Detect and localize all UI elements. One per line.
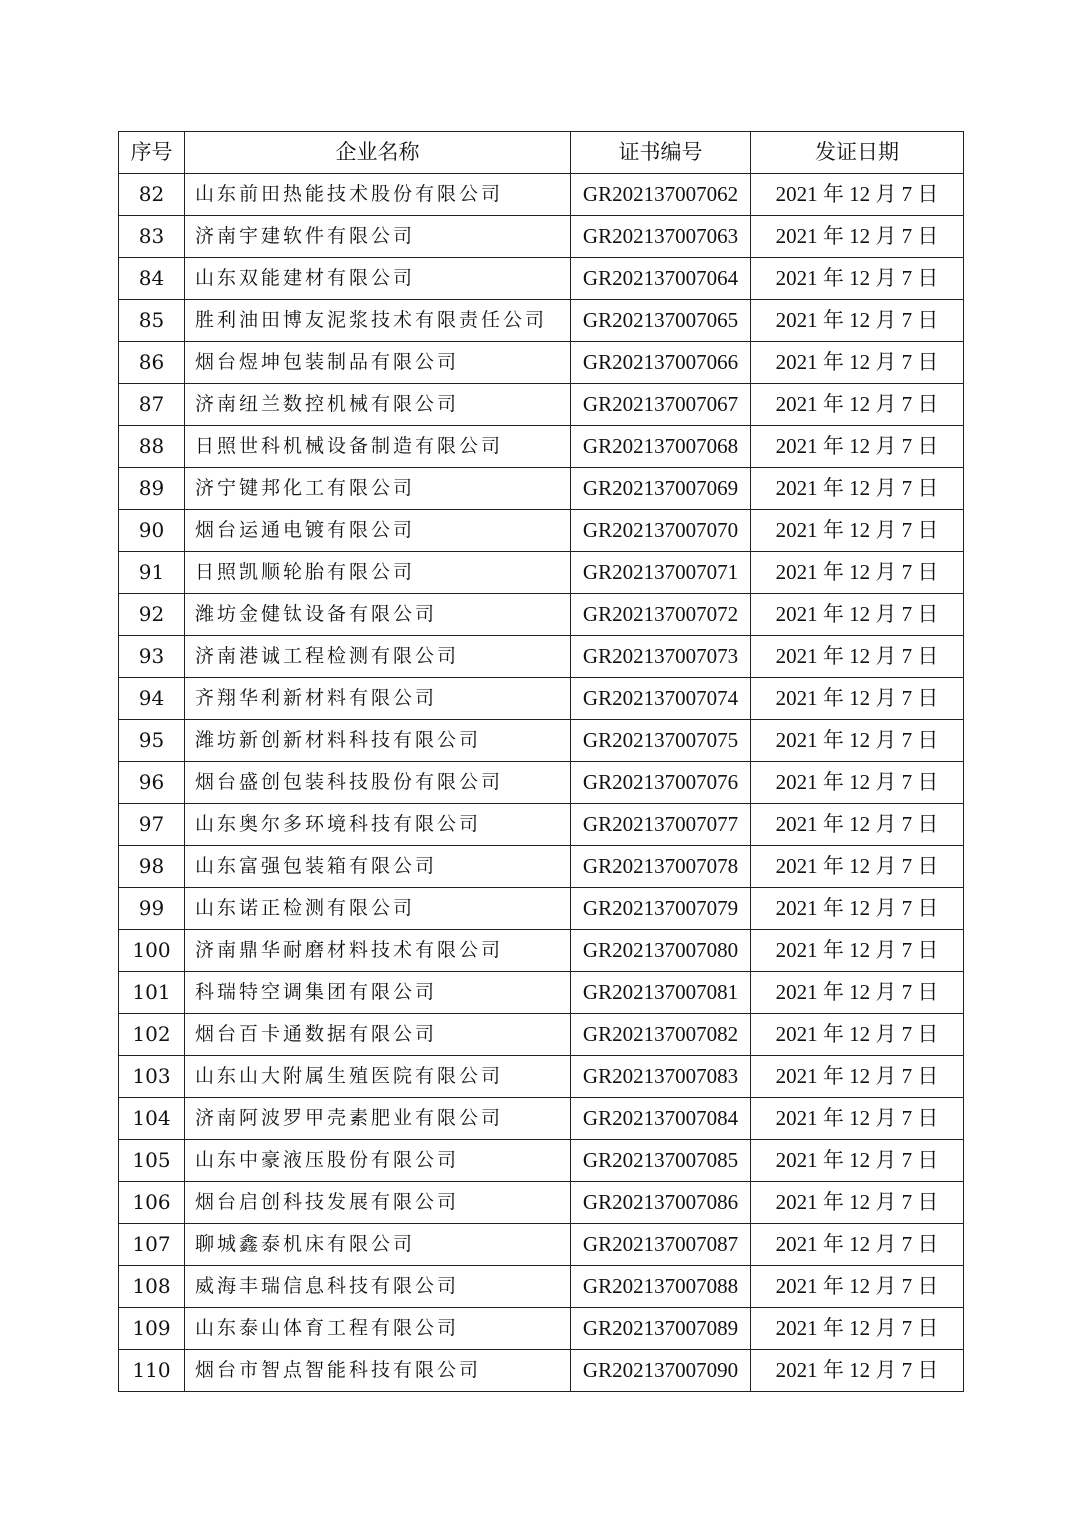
certificate-table bbox=[118, 131, 964, 1392]
row-index: 101 bbox=[119, 972, 185, 1014]
row-issue-date: 2021 年 12 月 7 日 bbox=[751, 972, 964, 1014]
table-row bbox=[119, 1182, 964, 1224]
table-row bbox=[119, 384, 964, 426]
row-issue-date: 2021 年 12 月 7 日 bbox=[751, 1266, 964, 1308]
header-index: 序号 bbox=[119, 132, 185, 174]
row-certificate-number: GR202137007086 bbox=[571, 1182, 751, 1224]
row-index: 103 bbox=[119, 1056, 185, 1098]
row-issue-date: 2021 年 12 月 7 日 bbox=[751, 804, 964, 846]
row-issue-date: 2021 年 12 月 7 日 bbox=[751, 678, 964, 720]
row-company-name: 烟台盛创包装科技股份有限公司 bbox=[185, 762, 571, 804]
row-issue-date: 2021 年 12 月 7 日 bbox=[751, 426, 964, 468]
row-company-name: 烟台市智点智能科技有限公司 bbox=[185, 1350, 571, 1392]
row-company-name: 山东富强包装箱有限公司 bbox=[185, 846, 571, 888]
row-index: 89 bbox=[119, 468, 185, 510]
table-row bbox=[119, 1224, 964, 1266]
row-company-name: 济南宇建软件有限公司 bbox=[185, 216, 571, 258]
row-index: 86 bbox=[119, 342, 185, 384]
row-certificate-number: GR202137007064 bbox=[571, 258, 751, 300]
table-body bbox=[119, 174, 964, 1392]
row-index: 93 bbox=[119, 636, 185, 678]
row-issue-date: 2021 年 12 月 7 日 bbox=[751, 1308, 964, 1350]
row-index: 106 bbox=[119, 1182, 185, 1224]
row-company-name: 齐翔华利新材料有限公司 bbox=[185, 678, 571, 720]
row-index: 107 bbox=[119, 1224, 185, 1266]
row-issue-date: 2021 年 12 月 7 日 bbox=[751, 762, 964, 804]
row-index: 108 bbox=[119, 1266, 185, 1308]
row-certificate-number: GR202137007080 bbox=[571, 930, 751, 972]
row-issue-date: 2021 年 12 月 7 日 bbox=[751, 258, 964, 300]
table-row bbox=[119, 846, 964, 888]
row-company-name: 烟台启创科技发展有限公司 bbox=[185, 1182, 571, 1224]
row-company-name: 聊城鑫泰机床有限公司 bbox=[185, 1224, 571, 1266]
row-index: 102 bbox=[119, 1014, 185, 1056]
table-row bbox=[119, 720, 964, 762]
row-issue-date: 2021 年 12 月 7 日 bbox=[751, 1224, 964, 1266]
table-row bbox=[119, 258, 964, 300]
row-certificate-number: GR202137007066 bbox=[571, 342, 751, 384]
row-index: 96 bbox=[119, 762, 185, 804]
row-index: 99 bbox=[119, 888, 185, 930]
table-row bbox=[119, 888, 964, 930]
row-index: 104 bbox=[119, 1098, 185, 1140]
row-company-name: 山东前田热能技术股份有限公司 bbox=[185, 174, 571, 216]
row-index: 110 bbox=[119, 1350, 185, 1392]
row-certificate-number: GR202137007075 bbox=[571, 720, 751, 762]
row-company-name: 济宁键邦化工有限公司 bbox=[185, 468, 571, 510]
row-issue-date: 2021 年 12 月 7 日 bbox=[751, 1098, 964, 1140]
row-certificate-number: GR202137007065 bbox=[571, 300, 751, 342]
table-row bbox=[119, 972, 964, 1014]
row-certificate-number: GR202137007090 bbox=[571, 1350, 751, 1392]
table-row bbox=[119, 1014, 964, 1056]
row-company-name: 潍坊金健钛设备有限公司 bbox=[185, 594, 571, 636]
table-row bbox=[119, 762, 964, 804]
table-row bbox=[119, 678, 964, 720]
table-header bbox=[119, 132, 964, 174]
table-row bbox=[119, 468, 964, 510]
row-index: 109 bbox=[119, 1308, 185, 1350]
row-certificate-number: GR202137007070 bbox=[571, 510, 751, 552]
table-row bbox=[119, 804, 964, 846]
row-issue-date: 2021 年 12 月 7 日 bbox=[751, 846, 964, 888]
row-certificate-number: GR202137007082 bbox=[571, 1014, 751, 1056]
row-certificate-number: GR202137007062 bbox=[571, 174, 751, 216]
row-issue-date: 2021 年 12 月 7 日 bbox=[751, 468, 964, 510]
row-index: 100 bbox=[119, 930, 185, 972]
row-certificate-number: GR202137007087 bbox=[571, 1224, 751, 1266]
row-certificate-number: GR202137007071 bbox=[571, 552, 751, 594]
row-company-name: 济南纽兰数控机械有限公司 bbox=[185, 384, 571, 426]
row-company-name: 烟台煜坤包装制品有限公司 bbox=[185, 342, 571, 384]
table-row bbox=[119, 636, 964, 678]
table-row bbox=[119, 174, 964, 216]
header-company: 企业名称 bbox=[185, 132, 571, 174]
table-row bbox=[119, 300, 964, 342]
row-company-name: 潍坊新创新材料科技有限公司 bbox=[185, 720, 571, 762]
row-certificate-number: GR202137007072 bbox=[571, 594, 751, 636]
row-certificate-number: GR202137007063 bbox=[571, 216, 751, 258]
table-row bbox=[119, 342, 964, 384]
row-issue-date: 2021 年 12 月 7 日 bbox=[751, 1350, 964, 1392]
row-certificate-number: GR202137007083 bbox=[571, 1056, 751, 1098]
row-company-name: 济南港诚工程检测有限公司 bbox=[185, 636, 571, 678]
row-certificate-number: GR202137007078 bbox=[571, 846, 751, 888]
row-company-name: 威海丰瑞信息科技有限公司 bbox=[185, 1266, 571, 1308]
row-issue-date: 2021 年 12 月 7 日 bbox=[751, 174, 964, 216]
row-issue-date: 2021 年 12 月 7 日 bbox=[751, 384, 964, 426]
row-issue-date: 2021 年 12 月 7 日 bbox=[751, 930, 964, 972]
header-certificate: 证书编号 bbox=[571, 132, 751, 174]
row-issue-date: 2021 年 12 月 7 日 bbox=[751, 1014, 964, 1056]
row-index: 98 bbox=[119, 846, 185, 888]
row-issue-date: 2021 年 12 月 7 日 bbox=[751, 300, 964, 342]
row-issue-date: 2021 年 12 月 7 日 bbox=[751, 342, 964, 384]
row-certificate-number: GR202137007069 bbox=[571, 468, 751, 510]
table-row bbox=[119, 426, 964, 468]
row-index: 105 bbox=[119, 1140, 185, 1182]
row-index: 90 bbox=[119, 510, 185, 552]
row-index: 87 bbox=[119, 384, 185, 426]
header-row bbox=[119, 132, 964, 174]
row-index: 83 bbox=[119, 216, 185, 258]
table-row bbox=[119, 1056, 964, 1098]
header-date: 发证日期 bbox=[751, 132, 964, 174]
row-company-name: 山东中豪液压股份有限公司 bbox=[185, 1140, 571, 1182]
table-row bbox=[119, 216, 964, 258]
row-issue-date: 2021 年 12 月 7 日 bbox=[751, 1182, 964, 1224]
row-company-name: 烟台百卡通数据有限公司 bbox=[185, 1014, 571, 1056]
row-certificate-number: GR202137007076 bbox=[571, 762, 751, 804]
row-certificate-number: GR202137007089 bbox=[571, 1308, 751, 1350]
row-issue-date: 2021 年 12 月 7 日 bbox=[751, 510, 964, 552]
row-company-name: 科瑞特空调集团有限公司 bbox=[185, 972, 571, 1014]
row-certificate-number: GR202137007073 bbox=[571, 636, 751, 678]
row-index: 88 bbox=[119, 426, 185, 468]
row-company-name: 山东山大附属生殖医院有限公司 bbox=[185, 1056, 571, 1098]
row-company-name: 济南阿波罗甲壳素肥业有限公司 bbox=[185, 1098, 571, 1140]
row-certificate-number: GR202137007067 bbox=[571, 384, 751, 426]
row-certificate-number: GR202137007088 bbox=[571, 1266, 751, 1308]
row-issue-date: 2021 年 12 月 7 日 bbox=[751, 888, 964, 930]
table-row bbox=[119, 552, 964, 594]
row-issue-date: 2021 年 12 月 7 日 bbox=[751, 552, 964, 594]
row-certificate-number: GR202137007074 bbox=[571, 678, 751, 720]
table-row bbox=[119, 1350, 964, 1392]
row-issue-date: 2021 年 12 月 7 日 bbox=[751, 636, 964, 678]
row-index: 97 bbox=[119, 804, 185, 846]
row-certificate-number: GR202137007079 bbox=[571, 888, 751, 930]
row-company-name: 山东奥尔多环境科技有限公司 bbox=[185, 804, 571, 846]
row-company-name: 胜利油田博友泥浆技术有限责任公司 bbox=[185, 300, 571, 342]
table-row bbox=[119, 1098, 964, 1140]
row-index: 84 bbox=[119, 258, 185, 300]
row-index: 91 bbox=[119, 552, 185, 594]
row-index: 85 bbox=[119, 300, 185, 342]
table-row bbox=[119, 930, 964, 972]
table-row bbox=[119, 594, 964, 636]
row-index: 82 bbox=[119, 174, 185, 216]
row-company-name: 烟台运通电镀有限公司 bbox=[185, 510, 571, 552]
row-company-name: 山东泰山体育工程有限公司 bbox=[185, 1308, 571, 1350]
row-index: 92 bbox=[119, 594, 185, 636]
row-issue-date: 2021 年 12 月 7 日 bbox=[751, 594, 964, 636]
row-company-name: 日照凯顺轮胎有限公司 bbox=[185, 552, 571, 594]
row-issue-date: 2021 年 12 月 7 日 bbox=[751, 1140, 964, 1182]
row-issue-date: 2021 年 12 月 7 日 bbox=[751, 216, 964, 258]
row-issue-date: 2021 年 12 月 7 日 bbox=[751, 720, 964, 762]
row-company-name: 日照世科机械设备制造有限公司 bbox=[185, 426, 571, 468]
row-index: 94 bbox=[119, 678, 185, 720]
table-row bbox=[119, 1140, 964, 1182]
table-row bbox=[119, 510, 964, 552]
row-certificate-number: GR202137007068 bbox=[571, 426, 751, 468]
row-certificate-number: GR202137007085 bbox=[571, 1140, 751, 1182]
row-company-name: 山东诺正检测有限公司 bbox=[185, 888, 571, 930]
table-row bbox=[119, 1308, 964, 1350]
table-row bbox=[119, 1266, 964, 1308]
row-issue-date: 2021 年 12 月 7 日 bbox=[751, 1056, 964, 1098]
row-index: 95 bbox=[119, 720, 185, 762]
row-certificate-number: GR202137007077 bbox=[571, 804, 751, 846]
row-company-name: 济南鼎华耐磨材料技术有限公司 bbox=[185, 930, 571, 972]
row-certificate-number: GR202137007084 bbox=[571, 1098, 751, 1140]
row-certificate-number: GR202137007081 bbox=[571, 972, 751, 1014]
row-company-name: 山东双能建材有限公司 bbox=[185, 258, 571, 300]
